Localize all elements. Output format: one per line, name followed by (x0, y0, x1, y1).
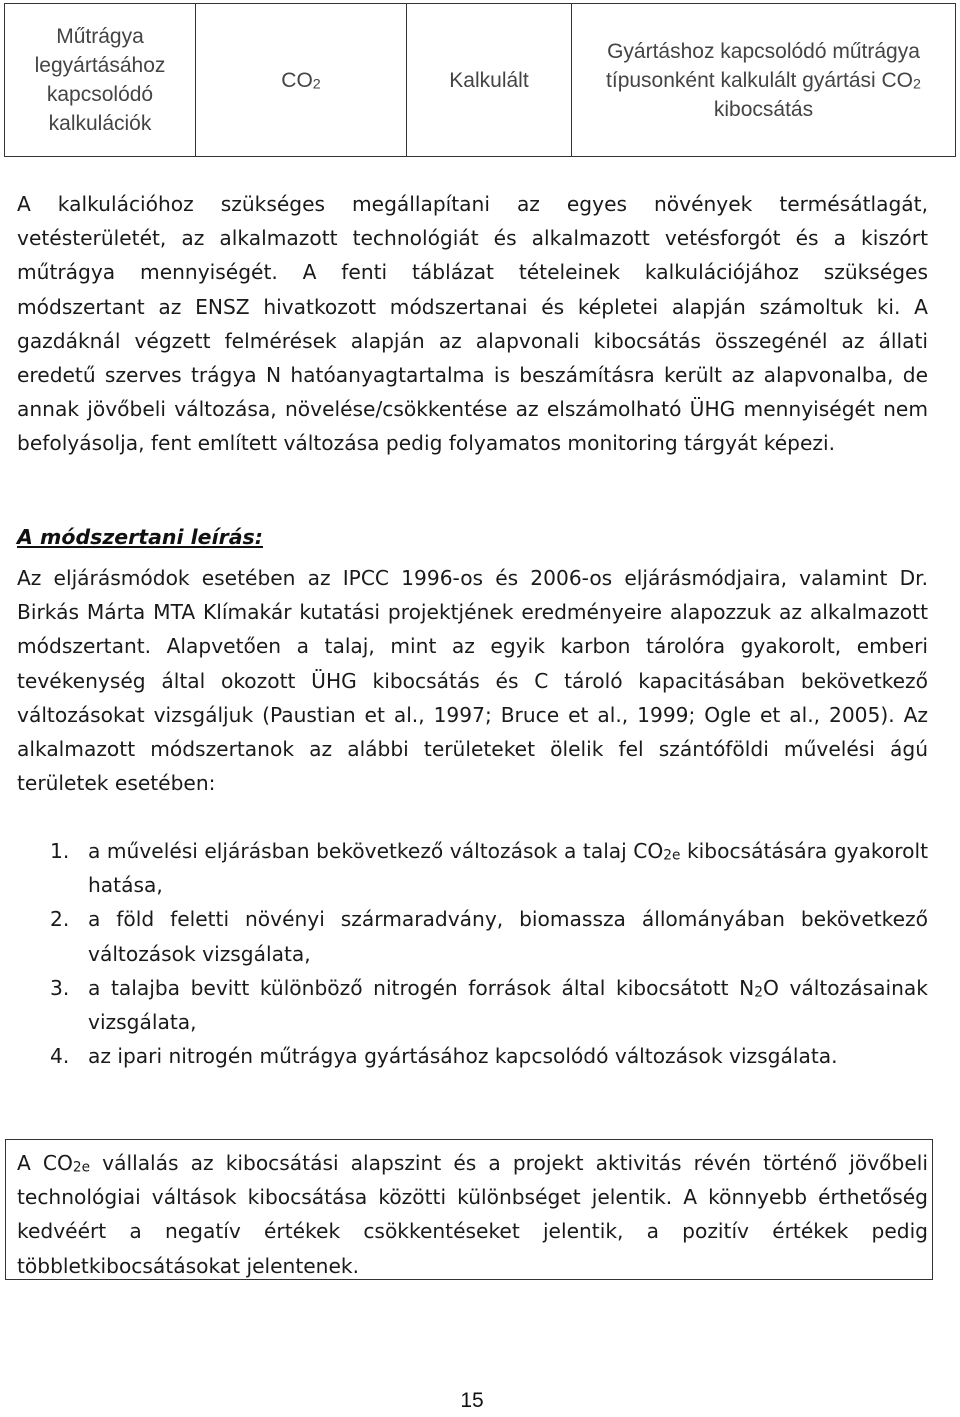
section-heading-methodology: A módszertani leírás: (17, 525, 263, 549)
co2-text: CO (281, 68, 313, 92)
emission-tail: kibocsátás (713, 97, 814, 121)
note-text-start: A CO (17, 1151, 73, 1175)
header-row (5, 4, 956, 157)
emission-text: Gyártáshoz kapcsolódó műtrágya típusonként kalkulált gyártási CO (606, 39, 920, 92)
paragraph-methodology: Az eljárásmódok esetében az IPCC 1996-os és 2006-os eljárásmódjaira, valamint Dr. Birkás Márta MTA Klímakár kutatási projektjének eredményeire alapozzuk az alkalmazott módszertant. Alapvetően a talaj, mint az egyik karbon tárolóra gyakorolt, emberi tevékenység által okozott ÜHG kibocsátás és C tároló kapacitásában bekövetkező változásokat vizsgáljuk (Paustian et al., 1997; Bruce et al., 1999; Ogle et al., 2005). Az alkalmazott módszertanok az alábbi területeket ölelik fel szántóföldi művelési ágú területek esetében: (17, 566, 928, 796)
list-text: a talajba bevitt különböző nitrogén források által kibocsátott N (88, 975, 755, 1000)
list-item (50, 902, 928, 970)
list-text-tail: kibocsátására gyakorolt hatása, (88, 839, 928, 898)
emission-subscript: 2 (913, 75, 921, 92)
header-cell-co2 (196, 4, 407, 157)
list-number: 3. (50, 975, 70, 1000)
list-text-tail: O változásainak vizsgálata, (88, 975, 928, 1035)
note-text (17, 1146, 928, 1283)
list-subscript: 2 (754, 984, 763, 1001)
header-cell-calculations: Műtrágya legyártásához kapcsolódó kalkulációk (5, 4, 196, 157)
header-table (4, 3, 956, 157)
list-number: 1. (50, 839, 70, 863)
list-text: az ipari nitrogén műtrágya gyártásához kapcsolódó változások vizsgálata. (88, 1044, 838, 1069)
list-number: 4. (50, 1044, 70, 1069)
co2-subscript: 2 (312, 75, 321, 92)
list-item (50, 971, 928, 1039)
page-number: 15 (460, 1389, 484, 1412)
list-text: a föld feletti növényi szármaradvány, biomassza állományában bekövetkező változások vizsgálata, (88, 907, 928, 966)
header-cell-emission (572, 4, 956, 157)
list-subscript: 2e (663, 847, 681, 864)
list-item (50, 834, 928, 902)
list-number: 2. (50, 907, 70, 932)
header-cell-calculated: Kalkulált (407, 4, 572, 157)
note-subscript: 2e (72, 1159, 91, 1176)
note-text-rest: vállalás az kibocsátási alapszint és a projekt aktivitás révén történő jövőbeli technológiai váltások kibocsátása közötti különbséget jelentik. A könnyebb érthetőség kedvéért a negatív értékek csökkentéseket jelentik, a pozitív értékek pedig többletkibocsátásokat jelentenek. (17, 1151, 928, 1278)
list-item (50, 1039, 928, 1073)
paragraph-calculation: A kalkulációhoz szükséges megállapítani az egyes növények termésátlagát, vetésterületét, az alkalmazott technológiát és alkalmazott vetésforgót és a kiszórt műtrágya mennyiségét. A fenti táblázat tételeinek kalkulációjához szükséges módszertant az ENSZ hivatkozott módszertanai és képletei alapján számoltuk ki. A gazdáknál végzett felmérések alapján az alapvonali kibocsátás összegénél az állati eredetű szerves trágya N hatóanyagtartalma is beszámításra került az alapvonalba, de annak jövőbeli változása, növelése/csökkentése az elszámolható ÜHG mennyiségét nem befolyásolja, fent említett változása pedig folyamatos monitoring tárgyát képezi. (17, 192, 928, 456)
note-box (5, 1139, 933, 1280)
list-text: a művelési eljárásban bekövetkező változások a talaj CO (88, 839, 664, 863)
methodology-list (50, 834, 928, 1073)
